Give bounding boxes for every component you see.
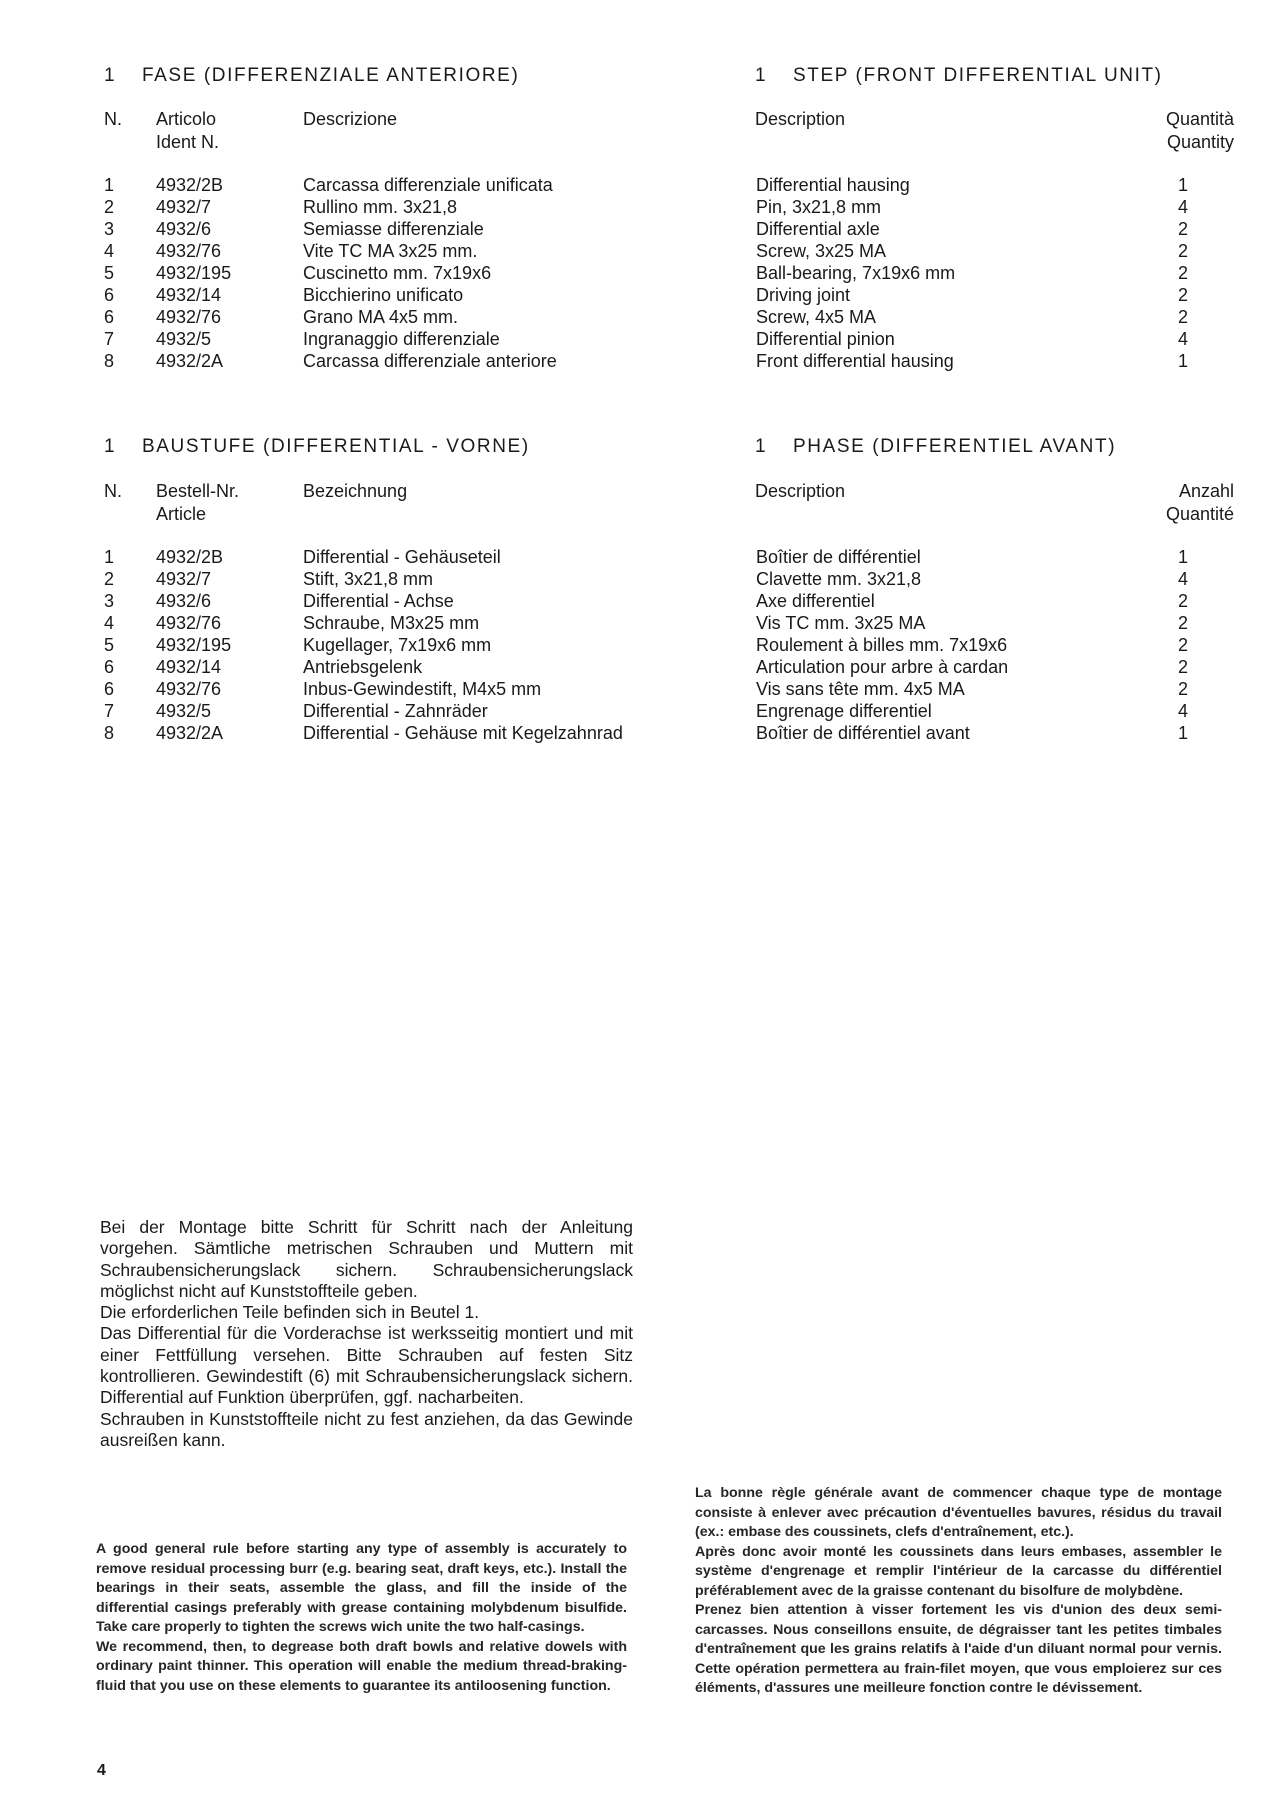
- row-description-translation: Vis sans tête mm. 4x5 MA: [756, 679, 965, 699]
- row-number: 4: [104, 613, 115, 633]
- table-row: [104, 306, 1234, 328]
- table-row: [104, 240, 1234, 262]
- section2-table-header: [104, 480, 1234, 530]
- row-quantity: 4: [1177, 197, 1188, 217]
- paragraph: Die erforderlichen Teile befinden sich in Beutel 1.: [100, 1302, 480, 1323]
- row-number: 6: [104, 307, 115, 327]
- row-number: 5: [104, 263, 115, 283]
- header-description-fr: Description: [755, 481, 846, 501]
- header-article-sub: Article: [156, 504, 207, 524]
- paragraph: Après donc avoir monté les coussinets dans leurs embases, assembler le système d'engrenage et remplir l'intérieur de la carcasse du différentiel préférablement avec de la graisse contenant du bisolfure de molybdène.: [695, 1543, 1222, 1599]
- row-description-translation: Axe differentiel: [756, 591, 875, 611]
- header-quantity-it: Quantità: [1165, 109, 1234, 129]
- row-quantity: 2: [1177, 635, 1188, 655]
- row-description-translation: Driving joint: [756, 285, 851, 305]
- row-quantity: 1: [1177, 547, 1188, 567]
- paragraph: Prenez bien attention à visser fortement les vis d'union des deux semi-carcasses. Nous conseillons ensuite, de dégraisser tant les petites timbales d'entraînement que les grains relatifs à l'aide d'un diluant normal pour vernis. Cette opération permettera au frain-filet moyen, que vous emploierez sur ces éléments, d'assures une meilleure fonction contre le dévissement.: [695, 1602, 1222, 1696]
- step-title: PHASE (DIFFERENTIEL AVANT): [793, 436, 1117, 457]
- table-row: [104, 656, 1234, 678]
- table-row: [104, 262, 1234, 284]
- table-row: [104, 218, 1234, 240]
- row-description-translation: Engrenage differentiel: [756, 701, 932, 721]
- row-description: Kugellager, 7x19x6 mm: [303, 635, 492, 655]
- row-description-translation: Screw, 3x25 MA: [756, 241, 887, 261]
- row-description: Stift, 3x21,8 mm: [303, 569, 434, 589]
- row-article: 4932/14: [156, 657, 222, 677]
- section2-title-french: [755, 436, 1116, 458]
- row-article: 4932/6: [156, 591, 212, 611]
- paragraph: A good general rule before starting any type of assembly is accurately to remove residual processing burr (e.g. bearing seat, draft keys, etc.). Install the bearings in their seats, assemble the glass, and fill the inside of the differential casings preferably with grease containing molybdenum bisulfide. Take care properly to tighten the screws wich unite the two half-casings.: [96, 1541, 627, 1635]
- paragraph: Bei der Montage bitte Schritt für Schritt nach der Anleitung vorgehen. Sämtliche metrischen Schrauben und Muttern mit Schraubensicherungslack sichern. Schraubensicherungslack möglichst nicht auf Kunststoffteile geben.: [100, 1217, 633, 1301]
- row-description: Schraube, M3x25 mm: [303, 613, 480, 633]
- section1-title-italian: [104, 65, 519, 87]
- row-description: Carcassa differenziale anteriore: [303, 351, 557, 371]
- row-description-translation: Screw, 4x5 MA: [756, 307, 877, 327]
- row-description: Differential - Zahnräder: [303, 701, 488, 721]
- row-quantity: 2: [1177, 679, 1188, 699]
- table-row: [104, 546, 1234, 568]
- paragraph: La bonne règle générale avant de commencer chaque type de montage consiste à enlever avec précaution d'éventuelles bavures, résidus du travail (ex.: embase des coussinets, clefs d'entraînement, etc.).: [695, 1485, 1222, 1540]
- table-row: [104, 328, 1234, 350]
- row-quantity: 4: [1177, 329, 1188, 349]
- row-description-translation: Clavette mm. 3x21,8: [756, 569, 922, 589]
- row-description: Cuscinetto mm. 7x19x6: [303, 263, 492, 283]
- row-description-translation: Articulation pour arbre à cardan: [756, 657, 1009, 677]
- row-number: 6: [104, 657, 115, 677]
- row-article: 4932/14: [156, 285, 222, 305]
- table-row: [104, 722, 1234, 744]
- row-number: 3: [104, 591, 115, 611]
- row-description-translation: Boîtier de différentiel avant: [756, 723, 970, 743]
- row-number: 1: [104, 175, 115, 195]
- header-quantity-fr: Quantité: [1165, 504, 1234, 524]
- row-description: Ingranaggio differenziale: [303, 329, 500, 349]
- notes-english: [96, 1540, 627, 1696]
- row-article: 4932/76: [156, 241, 222, 261]
- row-quantity: 2: [1177, 613, 1188, 633]
- row-article: 4932/2B: [156, 175, 224, 195]
- header-article: Bestell-Nr.: [156, 481, 240, 501]
- row-description: Semiasse differenziale: [303, 219, 484, 239]
- section2-title-german: [104, 436, 530, 458]
- row-article: 4932/2A: [156, 723, 224, 743]
- step-number: 1: [104, 65, 117, 86]
- row-description: Differential - Gehäuseteil: [303, 547, 501, 567]
- step-title: STEP (FRONT DIFFERENTIAL UNIT): [793, 65, 1163, 86]
- section1-title-english: [755, 65, 1163, 87]
- header-n: N.: [104, 481, 122, 501]
- row-description-translation: Differential hausing: [756, 175, 910, 195]
- table-row: [104, 700, 1234, 722]
- table-row: [104, 612, 1234, 634]
- section1-parts-list: [104, 174, 1234, 372]
- row-description-translation: Boîtier de différentiel: [756, 547, 921, 567]
- row-article: 4932/2B: [156, 547, 224, 567]
- row-number: 1: [104, 547, 115, 567]
- row-number: 8: [104, 723, 115, 743]
- section1-table-header: [104, 108, 1234, 158]
- row-article: 4932/7: [156, 569, 212, 589]
- row-quantity: 4: [1177, 701, 1188, 721]
- row-number: 6: [104, 679, 115, 699]
- row-number: 7: [104, 329, 115, 349]
- section2-parts-list: [104, 546, 1234, 744]
- row-quantity: 2: [1177, 591, 1188, 611]
- row-article: 4932/6: [156, 219, 212, 239]
- row-quantity: 2: [1177, 657, 1188, 677]
- row-description: Grano MA 4x5 mm.: [303, 307, 459, 327]
- row-article: 4932/2A: [156, 351, 224, 371]
- table-row: [104, 590, 1234, 612]
- row-description: Antriebsgelenk: [303, 657, 423, 677]
- step-number: 1: [755, 436, 768, 457]
- row-number: 5: [104, 635, 115, 655]
- row-description: Carcassa differenziale unificata: [303, 175, 553, 195]
- header-description-de: Bezeichnung: [303, 481, 408, 501]
- header-article: Articolo: [156, 109, 217, 129]
- row-description-translation: Differential axle: [756, 219, 880, 239]
- row-article: 4932/5: [156, 701, 212, 721]
- notes-french: [695, 1484, 1222, 1699]
- row-quantity: 1: [1177, 723, 1188, 743]
- row-number: 2: [104, 197, 115, 217]
- row-quantity: 2: [1177, 241, 1188, 261]
- table-row: [104, 634, 1234, 656]
- table-row: [104, 196, 1234, 218]
- table-row: [104, 350, 1234, 372]
- row-number: 7: [104, 701, 115, 721]
- row-description: Bicchierino unificato: [303, 285, 464, 305]
- row-description: Rullino mm. 3x21,8: [303, 197, 458, 217]
- table-row: [104, 568, 1234, 590]
- row-description-translation: Roulement à billes mm. 7x19x6: [756, 635, 1008, 655]
- row-quantity: 2: [1177, 219, 1188, 239]
- header-quantity-en: Quantity: [1166, 132, 1234, 152]
- step-number: 1: [755, 65, 768, 86]
- row-description-translation: Front differential hausing: [756, 351, 954, 371]
- row-number: 2: [104, 569, 115, 589]
- step-title: BAUSTUFE (DIFFERENTIAL - VORNE): [142, 436, 530, 457]
- notes-german: [100, 1217, 633, 1451]
- row-description-translation: Pin, 3x21,8 mm: [756, 197, 882, 217]
- row-description-translation: Differential pinion: [756, 329, 895, 349]
- paragraph: We recommend, then, to degrease both draft bowls and relative dowels with ordinary paint thinner. This operation will enable the medium thread-braking-fluid that you use on these elements to guarantee its antiloosening function.: [96, 1638, 627, 1694]
- row-description: Differential - Gehäuse mit Kegelzahnrad: [303, 723, 623, 743]
- row-description: Vite TC MA 3x25 mm.: [303, 241, 478, 261]
- row-description: Differential - Achse: [303, 591, 454, 611]
- row-number: 3: [104, 219, 115, 239]
- header-article-sub: Ident N.: [156, 132, 220, 152]
- table-row: [104, 678, 1234, 700]
- paragraph: Das Differential für die Vorderachse ist werksseitig montiert und mit einer Fettfüllung versehen. Bitte Schrauben auf festen Sitz kontrollieren. Gewindestift (6) mit Schraubensicherungslack sichern. Differential auf Funktion überprüfen, ggf. nacharbeiten.: [100, 1323, 633, 1408]
- row-article: 4932/76: [156, 307, 222, 327]
- row-quantity: 1: [1177, 351, 1188, 371]
- row-quantity: 2: [1177, 307, 1188, 327]
- row-article: 4932/76: [156, 679, 222, 699]
- row-description-translation: Ball-bearing, 7x19x6 mm: [756, 263, 956, 283]
- row-number: 6: [104, 285, 115, 305]
- row-article: 4932/195: [156, 263, 232, 283]
- row-description-translation: Vis TC mm. 3x25 MA: [756, 613, 926, 633]
- table-row: [104, 284, 1234, 306]
- step-title: FASE (DIFFERENZIALE ANTERIORE): [142, 65, 520, 86]
- row-quantity: 2: [1177, 285, 1188, 305]
- row-article: 4932/195: [156, 635, 232, 655]
- row-quantity: 1: [1177, 175, 1188, 195]
- header-description-it: Descrizione: [303, 109, 398, 129]
- row-article: 4932/7: [156, 197, 212, 217]
- header-n: N.: [104, 109, 122, 129]
- row-quantity: 2: [1177, 263, 1188, 283]
- header-description-en: Description: [755, 109, 846, 129]
- row-number: 8: [104, 351, 115, 371]
- row-article: 4932/76: [156, 613, 222, 633]
- row-quantity: 4: [1177, 569, 1188, 589]
- table-row: [104, 174, 1234, 196]
- row-article: 4932/5: [156, 329, 212, 349]
- row-description: Inbus-Gewindestift, M4x5 mm: [303, 679, 542, 699]
- page-number: 4: [97, 1762, 106, 1779]
- header-quantity-de: Anzahl: [1178, 481, 1234, 501]
- paragraph: Schrauben in Kunststoffteile nicht zu fest anziehen, da das Gewinde ausreißen kann.: [100, 1408, 633, 1450]
- step-number: 1: [104, 436, 117, 457]
- row-number: 4: [104, 241, 115, 261]
